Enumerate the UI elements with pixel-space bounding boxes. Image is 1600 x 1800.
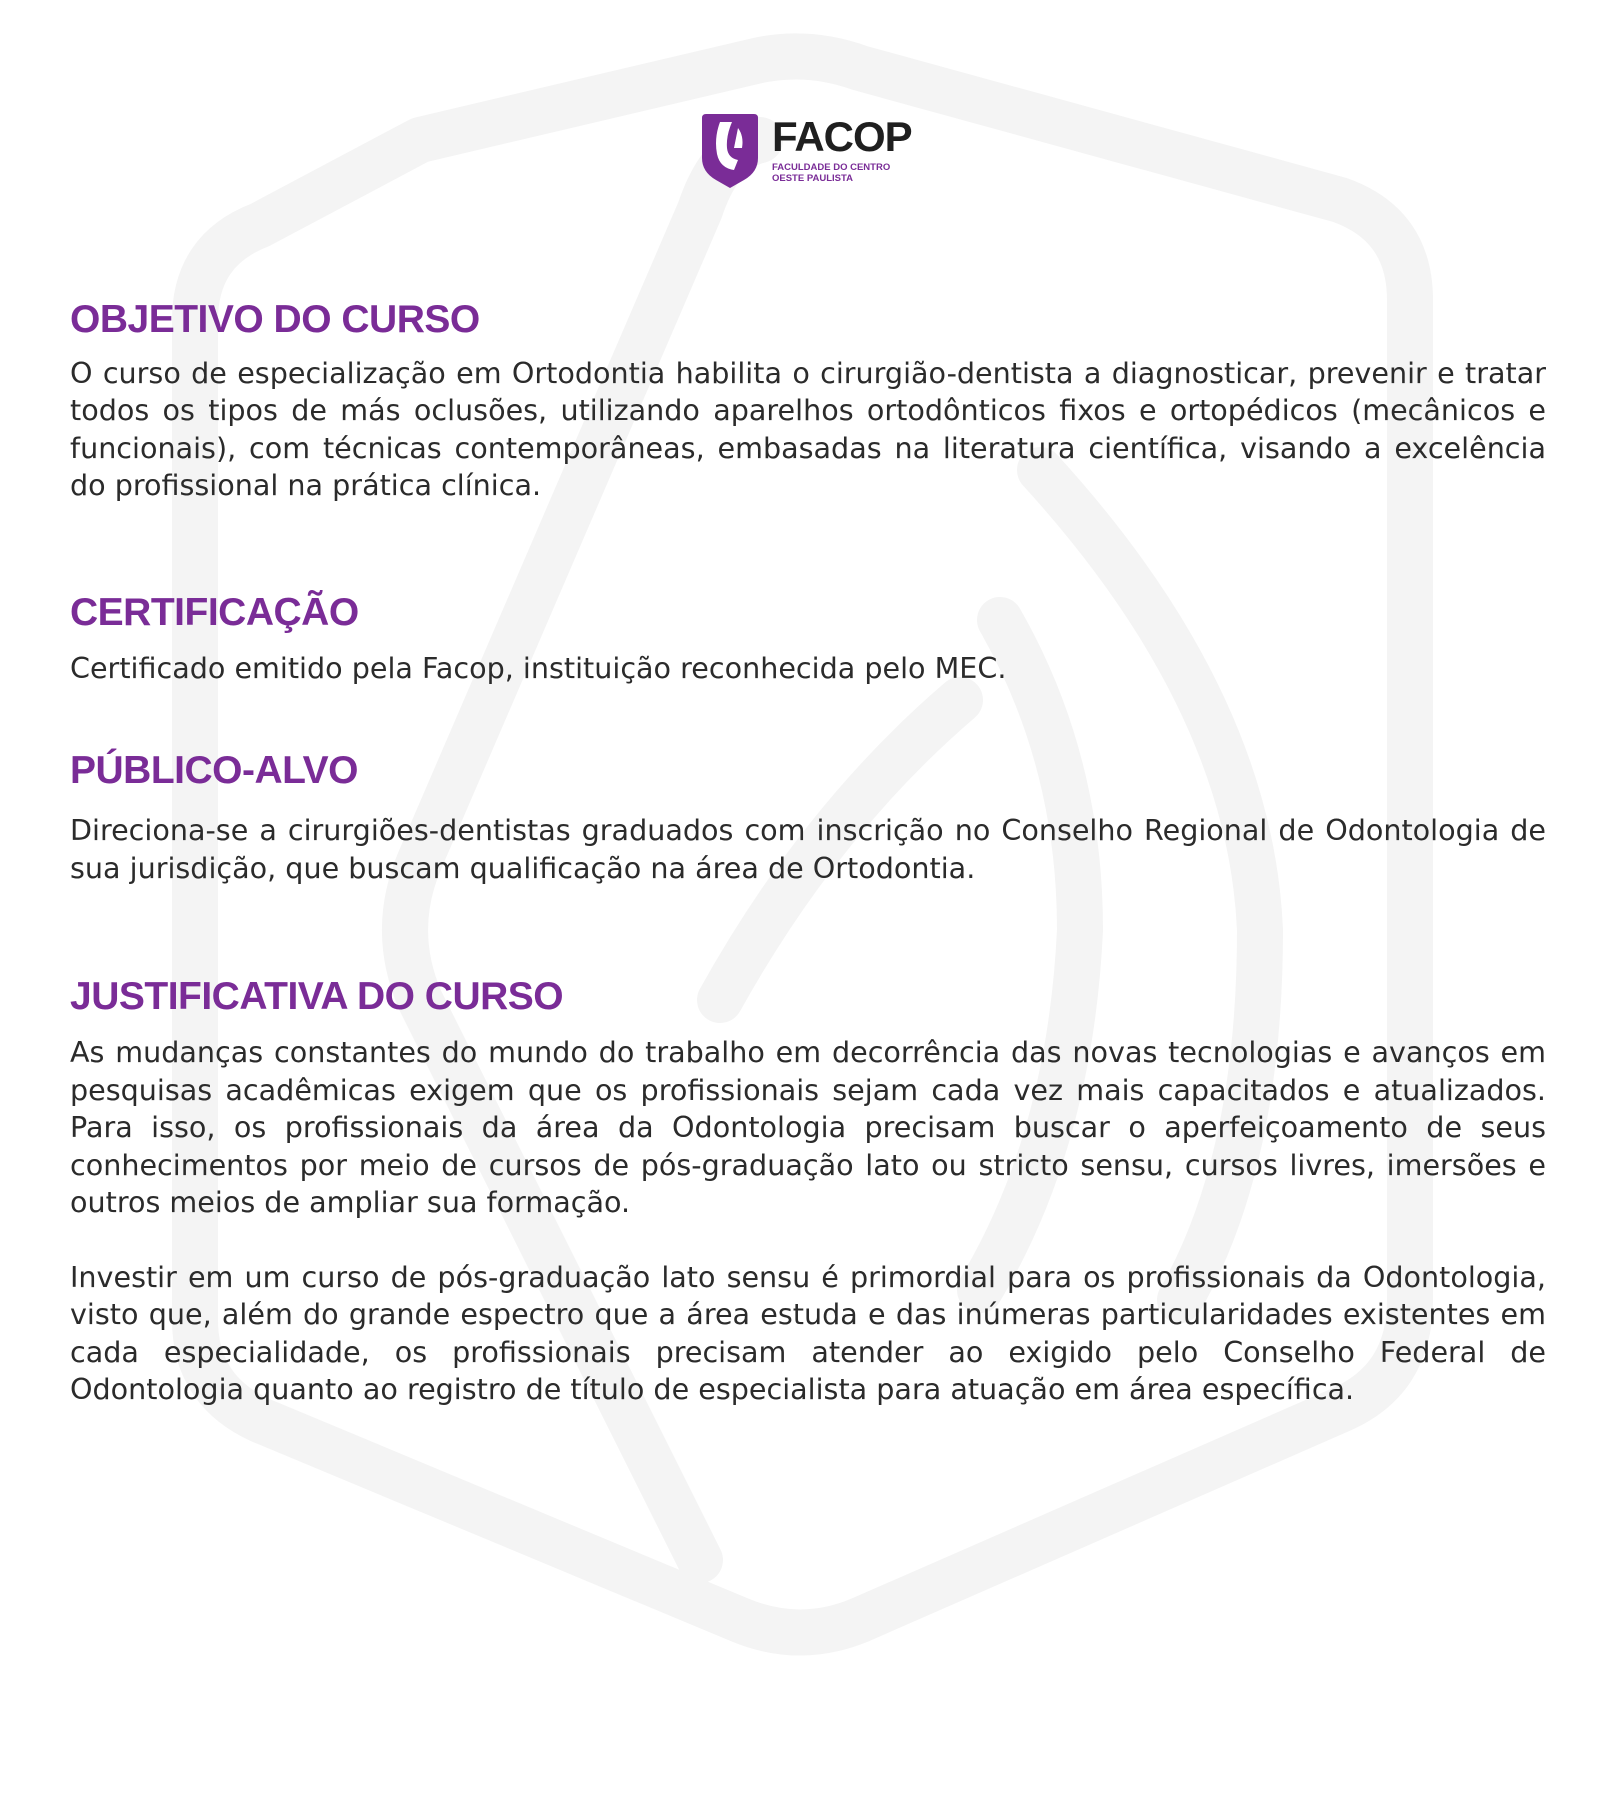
logo-name: FACOP xyxy=(772,112,912,160)
section-body-objetivo: O curso de especialização em Ortodontia habilita o cirurgião-dentista a diagnosticar, prevenir e tratar todos os tipos de más oclusões, utilizando aparelhos ortodônticos fixos e ortopédicos (mecânicos e funcionais), com técnicas contemporâneas, embasadas na literatura científica, visando a excelência do profissional na prática clínica. xyxy=(70,355,1546,503)
section-title-objetivo: OBJETIVO DO CURSO xyxy=(70,298,480,341)
section-justificativa xyxy=(70,977,1546,1408)
section-publico-alvo xyxy=(70,751,1546,887)
section-body-publico-alvo: Direciona-se a cirurgiões-dentistas graduados com inscrição no Conselho Regional de Odontologia de sua jurisdição, que buscam qualificação na área de Ortodontia. xyxy=(70,813,1546,885)
section-body-certificacao: Certificado emitido pela Facop, instituição reconhecida pelo MEC. xyxy=(70,650,1007,685)
section-title-certificacao: CERTIFICAÇÃO xyxy=(70,590,359,634)
logo-subtitle: FACULDADE DO CENTRO OESTE PAULISTA xyxy=(772,161,891,184)
section-certificacao xyxy=(70,590,1546,687)
facop-shield-icon xyxy=(700,108,760,192)
section-title-justificativa: JUSTIFICATIVA DO CURSO xyxy=(70,975,564,1019)
document-content xyxy=(70,300,1546,1409)
section-body-justificativa-2: Investir em um curso de pós-graduação lato sensu é primordial para os profissionais da Odontologia, visto que, além do grande espectro que a área estuda e das inúmeras particularidades existentes em cada especialidade, os profissionais precisam atender ao exigido pelo Conselho Federal de Odontologia quanto ao registro de título de especialista para atuação em área específica. xyxy=(70,1259,1546,1407)
section-objetivo xyxy=(70,300,1546,505)
facop-logo xyxy=(700,105,912,195)
section-body-justificativa-1: As mudanças constantes do mundo do trabalho em decorrência das novas tecnologias e avanços em pesquisas acadêmicas exigem que os profissionais sejam cada vez mais capacitados e atualizados. Para isso, os profissionais da área da Odontologia precisam buscar o aperfeiçoamento de seus conhecimentos por meio de cursos de pós-graduação lato ou stricto sensu, cursos livres, imersões e outros meios de ampliar sua formação. xyxy=(70,1035,1546,1220)
section-title-publico-alvo: PÚBLICO-ALVO xyxy=(70,749,358,793)
